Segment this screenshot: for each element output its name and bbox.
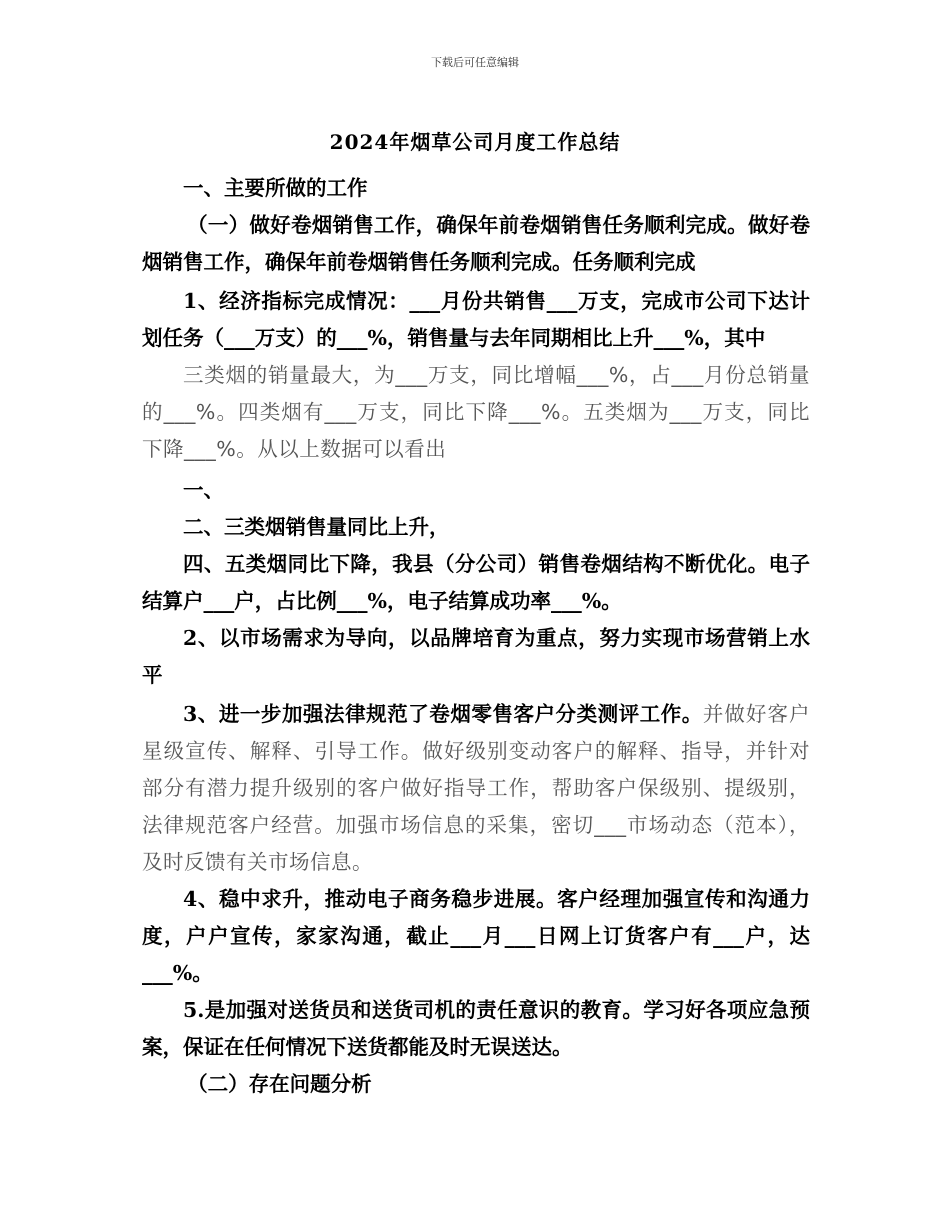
paragraph-retail-evaluation-lead: 3、进一步加强法律规范了卷烟零售客户分类测评工作。 [183,702,703,726]
paragraph-retail-evaluation [142,696,810,881]
paragraph-item-one: 一、 [183,478,224,502]
paragraph-ecommerce: 4、稳中求升，推动电子商务稳步进展。客户经理加强宣传和沟通力度，户户宣传，家家沟通，截止___月___日网上订货客户有___户，达___%。 [142,887,810,985]
paragraph-item-four: 四、五类烟同比下降，我县（分公司）销售卷烟结构不断优化。电子结算户___户，占比例___%，电子结算成功率___%。 [142,552,810,613]
paragraph-item-two: 二、三类烟销售量同比上升， [183,515,450,539]
paragraph-delivery-education: 5.是加强对送货员和送货司机的责任意识的教育。学习好各项应急预案，保证在任何情况下送货都能及时无误送达。 [142,998,810,1059]
subsection-problem-analysis: （二）存在问题分析 [187,1072,372,1096]
document-body [142,170,810,1103]
paragraph-retail-evaluation-detail: 并做好客户星级宣传、解释、引导工作。做好级别变动客户的解释、指导，并针对部分有潜力提升级别的客户做好指导工作，帮助客户保级别、提级别，法律规范客户经营。加强市场信息的采集，密切___市场动态（范本），及时反馈有关市场信息。 [142,702,810,874]
header-note: 下载后可任意编辑 [431,56,519,69]
paragraph-market-demand: 2、以市场需求为导向，以品牌培育为重点，努力实现市场营销上水平 [142,626,810,687]
section-heading-main-work: 一、主要所做的工作 [183,176,368,200]
document-title: 2024年烟草公司月度工作总结 [329,130,621,154]
paragraph-economic-indicators: 1、经济指标完成情况：___月份共销售___万支，完成市公司下达计划任务（___万支）的___%，销售量与去年同期相比上升___%，其中 [142,289,810,350]
subsection-cigarette-sales: （一）做好卷烟销售工作，确保年前卷烟销售任务顺利完成。做好卷烟销售工作，确保年前卷烟销售任务顺利完成。任务顺利完成 [142,213,810,274]
paragraph-sales-by-category: 三类烟的销量最大，为___万支，同比增幅___%，占___月份总销量的___%。四类烟有___万支，同比下降___%。五类烟为___万支，同比下降___%。从以上数据可以看出 [142,363,810,461]
